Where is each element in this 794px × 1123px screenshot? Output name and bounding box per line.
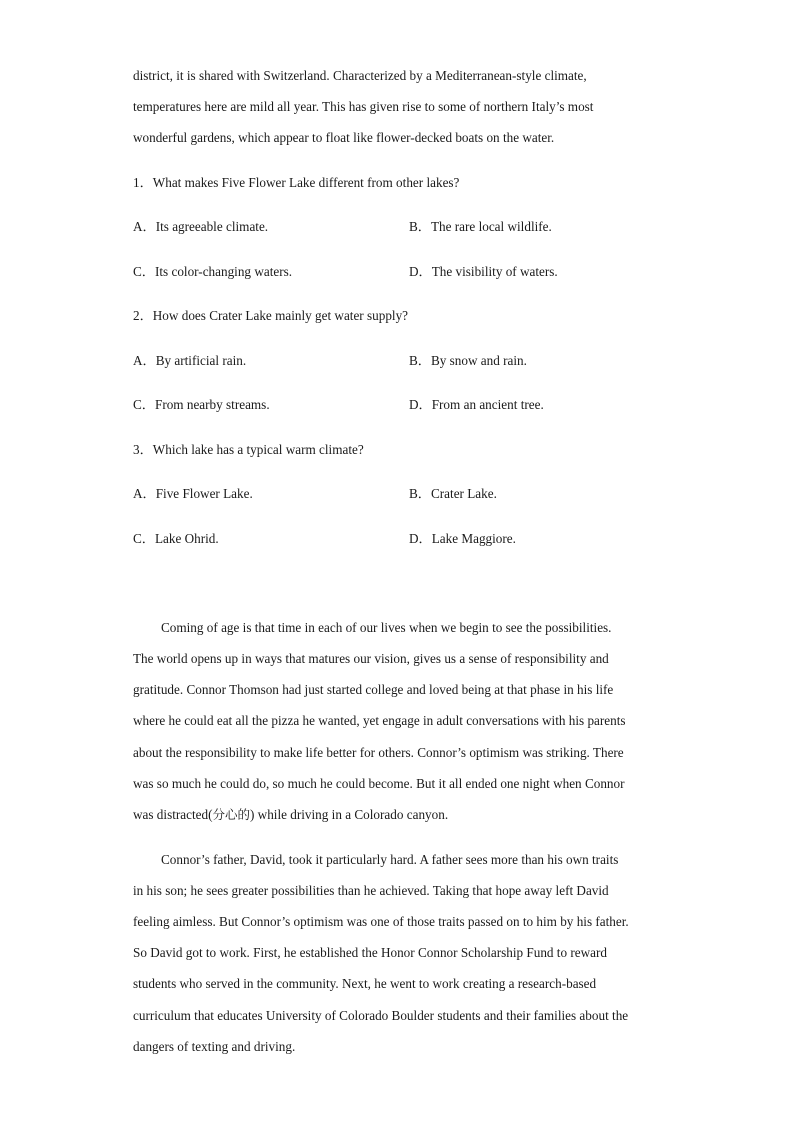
chinese-gloss: 分心的: [212, 807, 250, 822]
question-1-option-a: A．Its agreeable climate.: [133, 219, 269, 234]
question-2-option-c: C．From nearby streams.: [133, 397, 270, 412]
question-3-option-b: B．Crater Lake.: [409, 486, 497, 501]
passage-2-line-6: curriculum that educates University of Colorado Boulder students and their families about the: [133, 1008, 629, 1023]
question-1-stem: 1．What makes Five Flower Lake different from other lakes?: [133, 175, 460, 190]
question-1-option-b: B．The rare local wildlife.: [409, 219, 552, 234]
passage-1-line-5: about the responsibility to make life better for others. Connor’s optimism was striking. There: [133, 745, 624, 760]
passage-1-line-2: The world opens up in ways that matures our vision, gives us a sense of responsibility and: [133, 651, 609, 666]
passage-2-line-1: Connor’s father, David, took it particularly hard. A father sees more than his own traits: [161, 852, 619, 867]
passage-1-line-3: gratitude. Connor Thomson had just started college and loved being at that phase in his life: [133, 682, 614, 697]
passage-2-line-5: students who served in the community. Next, he went to work creating a research-based: [133, 976, 597, 991]
intro-line-1: district, it is shared with Switzerland. Characterized by a Mediterranean-style climate,: [133, 68, 587, 83]
passage-1-line-7-before: was distracted(: [133, 807, 213, 822]
question-2-option-a: A．By artificial rain.: [133, 353, 247, 368]
question-3-option-d: D．Lake Maggiore.: [409, 531, 516, 546]
intro-line-3: wonderful gardens, which appear to float like flower-decked boats on the water.: [133, 130, 555, 145]
question-2-stem: 2．How does Crater Lake mainly get water supply?: [133, 308, 409, 323]
passage-1-line-1: Coming of age is that time in each of our lives when we begin to see the possibilities.: [161, 620, 612, 635]
passage-1-line-4: where he could eat all the pizza he wanted, yet engage in adult conversations with his parents: [133, 713, 626, 728]
passage-2-line-7: dangers of texting and driving.: [133, 1039, 296, 1054]
question-3-option-a: A．Five Flower Lake.: [133, 486, 253, 501]
question-1-option-c: C．Its color-changing waters.: [133, 264, 293, 279]
passage-1-line-6: was so much he could do, so much he could become. But it all ended one night when Connor: [133, 776, 625, 791]
passage-1-line-7-after: ) while driving in a Colorado canyon.: [249, 807, 449, 822]
question-1-option-d: D．The visibility of waters.: [409, 264, 558, 279]
intro-line-2: temperatures here are mild all year. This has given rise to some of northern Italy’s most: [133, 99, 594, 114]
passage-2-line-3: feeling aimless. But Connor’s optimism was one of those traits passed on to him by his father.: [133, 914, 629, 929]
passage-1-line-7: [133, 807, 448, 823]
question-3-option-c: C．Lake Ohrid.: [133, 531, 219, 546]
passage-2-line-2: in his son; he sees greater possibilities than he achieved. Taking that hope away left David: [133, 883, 609, 898]
passage-2-line-4: So David got to work. First, he established the Honor Connor Scholarship Fund to reward: [133, 945, 607, 960]
question-2-option-d: D．From an ancient tree.: [409, 397, 544, 412]
question-3-stem: 3．Which lake has a typical warm climate?: [133, 442, 364, 457]
question-2-option-b: B．By snow and rain.: [409, 353, 527, 368]
